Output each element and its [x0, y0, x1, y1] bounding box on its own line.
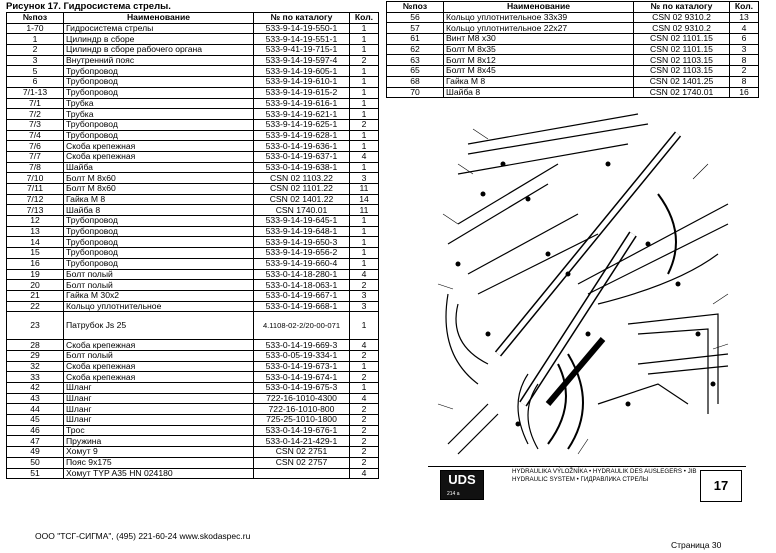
part-pos: 1: [7, 34, 64, 45]
table-row: [7, 87, 379, 98]
part-qty: 2: [350, 119, 379, 130]
part-catalog: CSN 02 1103.15: [634, 55, 730, 66]
part-qty: 13: [730, 12, 759, 23]
table-row: [7, 361, 379, 372]
part-catalog: 4.1108-02-2/20-00-071: [254, 312, 350, 340]
table-row: [7, 393, 379, 404]
part-catalog: CSN 02 2757: [254, 457, 350, 468]
part-catalog: 533-9-14-19-551-1: [254, 34, 350, 45]
part-catalog: 533-0-14-21-429-1: [254, 436, 350, 447]
table-row: [387, 55, 759, 66]
part-qty: 1: [350, 23, 379, 34]
part-name: Шланг: [64, 383, 254, 394]
part-pos: 45: [7, 415, 64, 426]
header-qty: Кол.: [730, 2, 759, 13]
part-qty: 3: [350, 290, 379, 301]
part-pos: 7/8: [7, 162, 64, 173]
part-qty: 2: [350, 372, 379, 383]
part-qty: 1: [350, 226, 379, 237]
part-pos: 13: [7, 226, 64, 237]
part-pos: 32: [7, 361, 64, 372]
part-qty: 2: [350, 350, 379, 361]
table-row: [7, 290, 379, 301]
part-catalog: CSN 02 1103.15: [634, 66, 730, 77]
part-catalog: CSN 02 1740.01: [634, 87, 730, 98]
part-name: Шланг: [64, 415, 254, 426]
part-catalog: 533-9-14-19-605-1: [254, 66, 350, 77]
part-catalog: CSN 1740.01: [254, 205, 350, 216]
part-name: Скоба крепежная: [64, 151, 254, 162]
part-name: Трубопровод: [64, 130, 254, 141]
part-name: Шайба: [64, 162, 254, 173]
part-pos: 7/2: [7, 109, 64, 120]
table-row: [7, 34, 379, 45]
table-row: [7, 350, 379, 361]
part-name: Пояс 9х175: [64, 457, 254, 468]
table-row: [387, 12, 759, 23]
table-row: [387, 87, 759, 98]
part-pos: 56: [387, 12, 444, 23]
header-catalog: № по каталогу: [634, 2, 730, 13]
part-qty: 1: [350, 361, 379, 372]
table-row: [7, 372, 379, 383]
part-pos: 47: [7, 436, 64, 447]
part-pos: 2: [7, 45, 64, 56]
part-catalog: 722-16-1010-4300: [254, 393, 350, 404]
table-row: [7, 468, 379, 479]
logo-subtext: 214 a: [447, 491, 460, 497]
part-pos: 33: [7, 372, 64, 383]
table-row: [7, 173, 379, 184]
part-qty: 4: [730, 23, 759, 34]
part-name: Хомут TYP A35 HN 024180: [64, 468, 254, 479]
part-name: Трубопровод: [64, 77, 254, 88]
part-name: Болт полый: [64, 269, 254, 280]
footer-company: ООО "ТСГ-СИГМА", (495) 221-60-24 www.skodaspec.ru: [35, 531, 251, 541]
part-name: Шайба 8: [64, 205, 254, 216]
part-catalog: 533-0-14-19-668-1: [254, 301, 350, 312]
part-qty: 2: [350, 447, 379, 458]
part-name: Трубопровод: [64, 66, 254, 77]
part-name: Болт М 8х60: [64, 173, 254, 184]
part-name: Шайба 8: [444, 87, 634, 98]
part-qty: 2: [730, 66, 759, 77]
part-qty: 4: [350, 269, 379, 280]
header-name: Наименование: [444, 2, 634, 13]
part-pos: 61: [387, 34, 444, 45]
table-row: [7, 404, 379, 415]
part-name: Болт М 8х45: [444, 66, 634, 77]
part-pos: 3: [7, 55, 64, 66]
part-qty: 1: [350, 216, 379, 227]
header-name: Наименование: [64, 13, 254, 24]
table-row: [7, 141, 379, 152]
part-qty: 3: [350, 301, 379, 312]
header-pos: №поз: [7, 13, 64, 24]
part-name: Трубопровод: [64, 119, 254, 130]
part-name: Хомут 9: [64, 447, 254, 458]
table-row: [7, 23, 379, 34]
part-catalog: 533-9-14-19-597-4: [254, 55, 350, 66]
table-row: [7, 162, 379, 173]
part-catalog: 533-0-14-19-673-1: [254, 361, 350, 372]
part-name: Шланг: [64, 393, 254, 404]
part-name: Трос: [64, 425, 254, 436]
table-row: [7, 55, 379, 66]
part-qty: 2: [350, 280, 379, 291]
uds-logo: UDS: [440, 470, 484, 500]
table-row: [7, 415, 379, 426]
table-row: [7, 248, 379, 259]
part-catalog: CSN 02 1101.15: [634, 34, 730, 45]
part-qty: 1: [350, 383, 379, 394]
part-pos: 7/7: [7, 151, 64, 162]
part-qty: 8: [730, 76, 759, 87]
table-row: [7, 216, 379, 227]
part-qty: 6: [730, 34, 759, 45]
part-name: Кольцо уплотнительное 22х27: [444, 23, 634, 34]
part-catalog: [254, 468, 350, 479]
part-name: Болт полый: [64, 350, 254, 361]
part-catalog: 533-0-14-19-637-1: [254, 151, 350, 162]
table-row: [7, 66, 379, 77]
part-name: Трубопровод: [64, 226, 254, 237]
part-catalog: 533-0-05-19-334-1: [254, 350, 350, 361]
table-row: [7, 258, 379, 269]
part-catalog: 533-0-14-19-676-1: [254, 425, 350, 436]
part-pos: 62: [387, 44, 444, 55]
table-row: [387, 34, 759, 45]
part-catalog: 533-9-14-19-625-1: [254, 119, 350, 130]
table-row: [7, 226, 379, 237]
part-catalog: 533-0-14-19-675-3: [254, 383, 350, 394]
table-row: [7, 425, 379, 436]
table-row: [7, 130, 379, 141]
part-pos: 7/11: [7, 184, 64, 195]
part-qty: 4: [350, 151, 379, 162]
part-catalog: CSN 02 1101.15: [634, 44, 730, 55]
part-qty: 1: [350, 258, 379, 269]
part-pos: 14: [7, 237, 64, 248]
part-qty: 11: [350, 205, 379, 216]
table-row: [7, 237, 379, 248]
part-qty: 3: [730, 44, 759, 55]
table-row: [387, 66, 759, 77]
part-pos: 29: [7, 350, 64, 361]
table-row: [7, 436, 379, 447]
part-pos: 46: [7, 425, 64, 436]
part-pos: 12: [7, 216, 64, 227]
part-catalog: 533-0-14-19-674-1: [254, 372, 350, 383]
part-pos: 23: [7, 312, 64, 340]
part-pos: 7/6: [7, 141, 64, 152]
part-pos: 44: [7, 404, 64, 415]
part-name: Болт М 8х35: [444, 44, 634, 55]
part-pos: 20: [7, 280, 64, 291]
part-qty: 1: [350, 130, 379, 141]
part-name: Цилиндр в сборе рабочего органа: [64, 45, 254, 56]
figure-title: Рисунок 17. Гидросистема стрелы.: [6, 1, 171, 12]
parts-table-right: [386, 1, 759, 98]
part-pos: 43: [7, 393, 64, 404]
part-catalog: 533-9-14-19-648-1: [254, 226, 350, 237]
table-row: [7, 119, 379, 130]
table-row: [7, 340, 379, 351]
part-qty: 1: [350, 98, 379, 109]
part-catalog: 533-0-14-19-638-1: [254, 162, 350, 173]
part-name: Трубка: [64, 98, 254, 109]
part-catalog: 533-9-14-19-656-2: [254, 248, 350, 259]
part-qty: 3: [350, 173, 379, 184]
table-header-row: [7, 13, 379, 24]
part-catalog: 533-0-14-19-669-3: [254, 340, 350, 351]
table-row: [7, 77, 379, 88]
part-qty: 1: [350, 312, 379, 340]
part-catalog: 533-9-14-19-616-1: [254, 98, 350, 109]
table-row: [7, 98, 379, 109]
part-catalog: CSN 02 9310.2: [634, 23, 730, 34]
part-name: Трубопровод: [64, 216, 254, 227]
part-qty: 11: [350, 184, 379, 195]
part-qty: 1: [350, 162, 379, 173]
part-name: Гайка М 30х2: [64, 290, 254, 301]
table-row: [7, 109, 379, 120]
part-name: Болт М 8х60: [64, 184, 254, 195]
part-pos: 7/1: [7, 98, 64, 109]
part-catalog: CSN 02 2751: [254, 447, 350, 458]
page-number: Страница 30: [671, 540, 722, 550]
header-pos: №поз: [387, 2, 444, 13]
parts-table-left: [6, 12, 379, 479]
table-row: [7, 151, 379, 162]
part-catalog: 533-0-14-19-667-1: [254, 290, 350, 301]
part-catalog: 533-9-41-19-715-1: [254, 45, 350, 56]
part-qty: 2: [350, 457, 379, 468]
table-row: [387, 23, 759, 34]
part-name: Кольцо уплотнительное 33х39: [444, 12, 634, 23]
part-name: Патрубок Js 25: [64, 312, 254, 340]
part-qty: 1: [350, 87, 379, 98]
part-pos: 42: [7, 383, 64, 394]
part-catalog: 533-9-14-19-650-3: [254, 237, 350, 248]
part-pos: 28: [7, 340, 64, 351]
part-pos: 7/13: [7, 205, 64, 216]
part-qty: 8: [730, 55, 759, 66]
part-qty: 1: [350, 141, 379, 152]
part-pos: 68: [387, 76, 444, 87]
part-pos: 7/10: [7, 173, 64, 184]
table-row: [7, 45, 379, 56]
part-catalog: CSN 02 1401.22: [254, 194, 350, 205]
part-catalog: 533-9-14-19-610-1: [254, 77, 350, 88]
part-pos: 16: [7, 258, 64, 269]
part-name: Кольцо уплотнительное: [64, 301, 254, 312]
part-catalog: 533-9-14-19-628-1: [254, 130, 350, 141]
header-qty: Кол.: [350, 13, 379, 24]
part-catalog: 533-9-14-19-615-2: [254, 87, 350, 98]
part-qty: 1: [350, 237, 379, 248]
table-row: [387, 76, 759, 87]
part-name: Цилиндр в сборе: [64, 34, 254, 45]
caption-text: HYDRAULIKA VÝLOŽNÍKA • HYDRAULIK DES AUSLEGERS • JIB HYDRAULIC SYSTEM • ГИДРАВЛИКА СТРЕЛЫ: [512, 468, 697, 483]
table-row: [7, 280, 379, 291]
part-pos: 7/3: [7, 119, 64, 130]
part-catalog: CSN 02 1401.25: [634, 76, 730, 87]
part-catalog: 722-16-1010-800: [254, 404, 350, 415]
part-catalog: 533-0-14-18-063-1: [254, 280, 350, 291]
part-catalog: CSN 02 1103.22: [254, 173, 350, 184]
hydraulic-boom-drawing: [428, 104, 746, 464]
part-name: Скоба крепежная: [64, 141, 254, 152]
part-pos: 7/12: [7, 194, 64, 205]
part-pos: 19: [7, 269, 64, 280]
part-catalog: CSN 02 9310.2: [634, 12, 730, 23]
part-name: Пружина: [64, 436, 254, 447]
parts-table-right-body: [387, 12, 759, 98]
part-catalog: 533-0-14-19-636-1: [254, 141, 350, 152]
table-row: [7, 269, 379, 280]
part-pos: 50: [7, 457, 64, 468]
part-qty: 16: [730, 87, 759, 98]
table-row: [7, 312, 379, 340]
part-catalog: CSN 02 1101.22: [254, 184, 350, 195]
figure-number: 17: [700, 470, 742, 502]
part-name: Трубопровод: [64, 258, 254, 269]
part-name: Скоба крепежная: [64, 372, 254, 383]
part-qty: 1: [350, 109, 379, 120]
part-pos: 49: [7, 447, 64, 458]
part-pos: 22: [7, 301, 64, 312]
part-pos: 7/4: [7, 130, 64, 141]
table-row: [7, 205, 379, 216]
table-row: [387, 44, 759, 55]
part-name: Болт М 8х12: [444, 55, 634, 66]
part-catalog: 533-9-14-19-550-1: [254, 23, 350, 34]
table-row: [7, 184, 379, 195]
table-row: [7, 301, 379, 312]
part-qty: 2: [350, 404, 379, 415]
part-catalog: 533-9-14-19-660-4: [254, 258, 350, 269]
part-qty: 1: [350, 248, 379, 259]
part-qty: 1: [350, 34, 379, 45]
part-pos: 1-70: [7, 23, 64, 34]
table-row: [7, 457, 379, 468]
part-name: Шланг: [64, 404, 254, 415]
part-name: Скоба крепежная: [64, 361, 254, 372]
part-qty: 14: [350, 194, 379, 205]
part-catalog: 533-9-14-19-645-1: [254, 216, 350, 227]
part-pos: 15: [7, 248, 64, 259]
part-name: Трубопровод: [64, 237, 254, 248]
table-row: [7, 194, 379, 205]
part-pos: 51: [7, 468, 64, 479]
part-pos: 7/1-13: [7, 87, 64, 98]
part-catalog: 725-25-1010-1800: [254, 415, 350, 426]
part-pos: 21: [7, 290, 64, 301]
part-qty: 1: [350, 77, 379, 88]
part-qty: 4: [350, 393, 379, 404]
part-name: Болт полый: [64, 280, 254, 291]
table-header-row: [387, 2, 759, 13]
part-name: Трубопровод: [64, 87, 254, 98]
part-qty: 1: [350, 45, 379, 56]
part-qty: 2: [350, 55, 379, 66]
part-qty: 4: [350, 340, 379, 351]
part-name: Гайка М 8: [64, 194, 254, 205]
part-pos: 63: [387, 55, 444, 66]
part-pos: 6: [7, 77, 64, 88]
part-name: Трубка: [64, 109, 254, 120]
part-catalog: 533-0-14-18-280-1: [254, 269, 350, 280]
part-pos: 70: [387, 87, 444, 98]
part-pos: 57: [387, 23, 444, 34]
part-qty: 1: [350, 66, 379, 77]
part-name: Внутренний пояс: [64, 55, 254, 66]
part-catalog: 533-9-14-19-621-1: [254, 109, 350, 120]
part-name: Винт М8 х30: [444, 34, 634, 45]
parts-table-left-body: [7, 23, 379, 479]
table-row: [7, 383, 379, 394]
part-qty: 2: [350, 415, 379, 426]
table-row: [7, 447, 379, 458]
part-name: Скоба крепежная: [64, 340, 254, 351]
part-name: Гидросистема стрелы: [64, 23, 254, 34]
part-qty: 4: [350, 468, 379, 479]
part-name: Гайка М 8: [444, 76, 634, 87]
header-catalog: № по каталогу: [254, 13, 350, 24]
part-qty: 2: [350, 425, 379, 436]
part-pos: 65: [387, 66, 444, 77]
part-pos: 5: [7, 66, 64, 77]
part-name: Трубопровод: [64, 248, 254, 259]
part-qty: 2: [350, 436, 379, 447]
